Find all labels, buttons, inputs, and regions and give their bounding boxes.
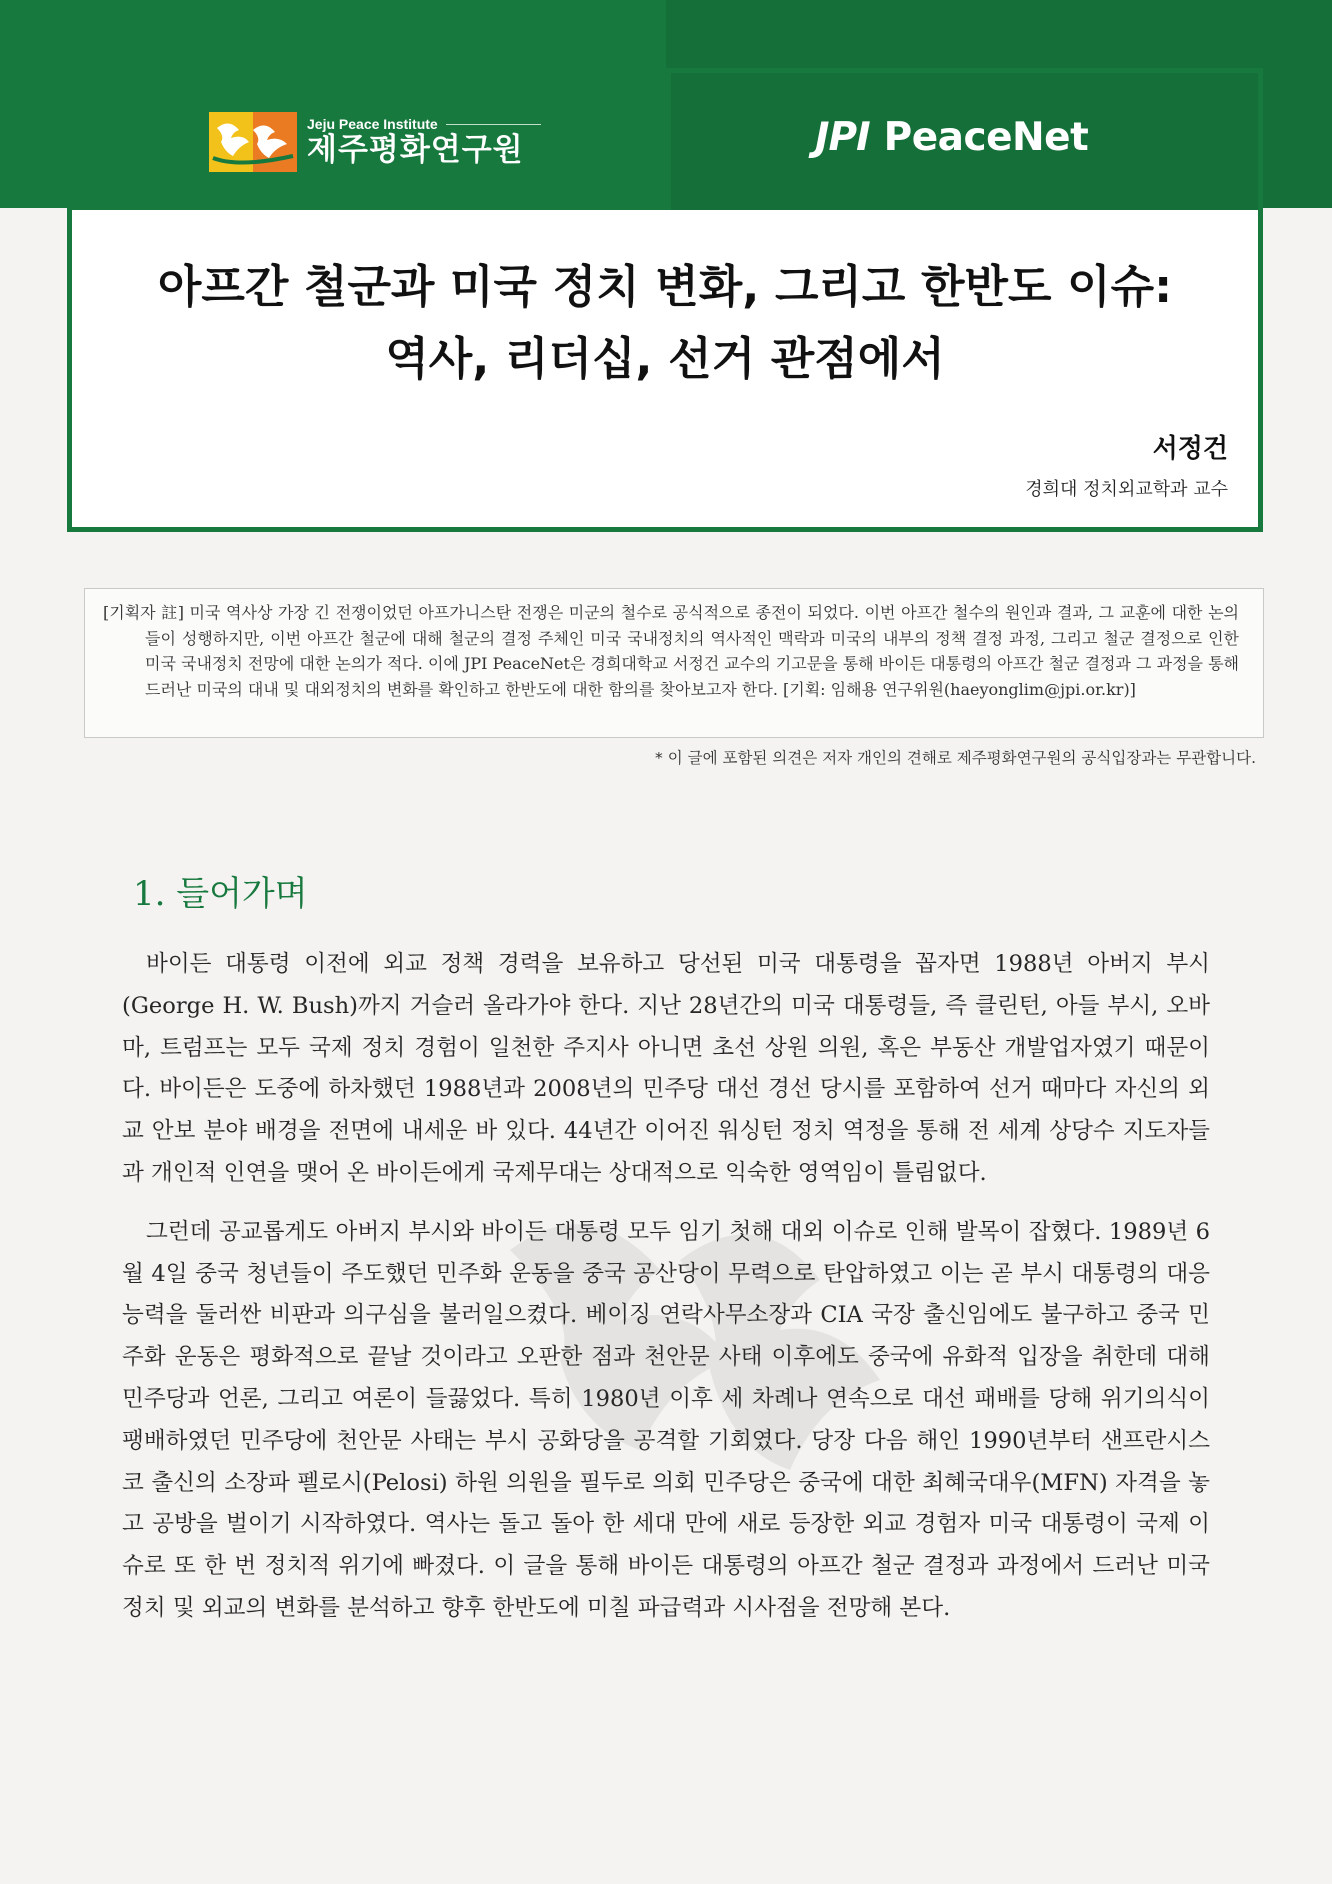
disclaimer: * 이 글에 포함된 의견은 저자 개인의 견해로 제주평화연구원의 공식입장과는 무관합니다.: [655, 749, 1256, 767]
institute-name-ko: 제주평화연구원: [307, 132, 524, 168]
title-line-1: 아프간 철군과 미국 정치 변화, 그리고 한반도 이슈:: [157, 260, 1173, 313]
jpi-peacenet-logo: [815, 115, 1088, 160]
jpi-wordmark: JPI: [815, 115, 870, 160]
paragraph: 그런데 공교롭게도 아버지 부시와 바이든 대통령 모두 임기 첫해 대외 이슈로 인해 발목이 잡혔다. 1989년 6월 4일 중국 청년들이 주도했던 민주화 운동을 중국 공산당이 무력으로 탄압하였고 이는 곧 부시 대통령의 대응 능력을 둘러싼 비판과 의구심을 불러일으켰다. 베이징 연락사무소장과 CIA 국장 출신임에도 불구하고 중국 민주화 운동은 평화적으로 끝날 것이라고 오판한 점과 천안문 사태 이후에도 중국에 유화적 입장을 취한데 대해 민주당과 언론, 그리고 여론이 들끓었다. 특히 1980년 이후 세 차례나 연속으로 대선 패배를 당해 위기의식이 팽배하였던 민주당에 천안문 사태는 부시 공화당을 공격할 기회였다. 당장 다음 해인 1990년부터 샌프란시스코 출신의 소장파 펠로시(Pelosi) 하원 의원을 필두로 의회 민주당은 중국에 대한 최혜국대우(MFN) 자격을 놓고 공방을 벌이기 시작하였다. 역사는 돌고 돌아 한 세대 만에 새로 등장한 외교 경험자 미국 대통령이 국제 이슈로 또 한 번 정치적 위기에 빠졌다. 이 글을 통해 바이든 대통령의 아프간 철군 결정과 과정에서 드러난 미국 정치 및 외교의 변화를 분석하고 향후 한반도에 미칠 파급력과 시사점을 전망해 본다.: [122, 1218, 1210, 1621]
peacenet-wordmark: PeaceNet: [883, 115, 1089, 160]
author-name: 서정건: [1152, 434, 1228, 464]
editor-note-box: [84, 588, 1264, 738]
title-frame: [67, 68, 1263, 532]
author-affiliation: 경희대 정치외교학과 교수: [1025, 479, 1228, 500]
jeju-peace-institute-logo: [209, 112, 541, 172]
editor-note: [기획자 註] 미국 역사상 가장 긴 전쟁이었던 아프가니스탄 전쟁은 미군의 철수로 공식적으로 종전이 되었다. 이번 아프간 철수의 원인과 결과, 그 교훈에 대한 논의들이 성행하지만, 이번 아프간 철군에 대해 철군의 결정 주체인 미국 국내정치의 역사적인 맥락과 미국의 내부의 정책 결정 과정, 그리고 철군 결정으로 인한 미국 국내정치 전망에 대한 논의가 적다. 이에 JPI PeaceNet은 경희대학교 서정건 교수의 기고문을 통해 바이든 대통령의 아프간 철군 결정과 그 과정을 통해 드러난 미국의 대내 및 대외정치의 변화를 확인하고 한반도에 대한 함의를 찾아보고자 한다. [기획: 임해용 연구위원(haeyonglim@jpi.or.kr)]: [103, 603, 1239, 699]
paragraph: 바이든 대통령 이전에 외교 정책 경력을 보유하고 당선된 미국 대통령을 꼽자면 1988년 아버지 부시(George H. W. Bush)까지 거슬러 올라가야 한다. 지난 28년간의 미국 대통령들, 즉 클린턴, 아들 부시, 오바마, 트럼프는 모두 국제 정치 경험이 일천한 주지사 아니면 초선 상원 의원, 혹은 부동산 개발업자였기 때문이다. 바이든은 도중에 하차했던 1988년과 2008년의 민주당 대선 경선 당시를 포함하여 선거 때마다 자신의 외교 안보 분야 배경을 전면에 내세운 바 있다. 44년간 이어진 워싱턴 정치 역정을 통해 전 세계 상당수 지도자들과 개인적 인연을 맺어 온 바이든에게 국제무대는 상대적으로 익숙한 영역임이 틀림없다.: [122, 951, 1210, 1186]
institute-name-en: Jeju Peace Institute: [307, 116, 438, 132]
article-body: [122, 944, 1210, 1630]
title-line-2: 역사, 리더십, 선거 관점에서: [385, 332, 945, 385]
section-heading: 1. 들어가며: [133, 874, 308, 914]
dove-logo-icon: [209, 112, 297, 172]
article-title: [82, 251, 1248, 395]
